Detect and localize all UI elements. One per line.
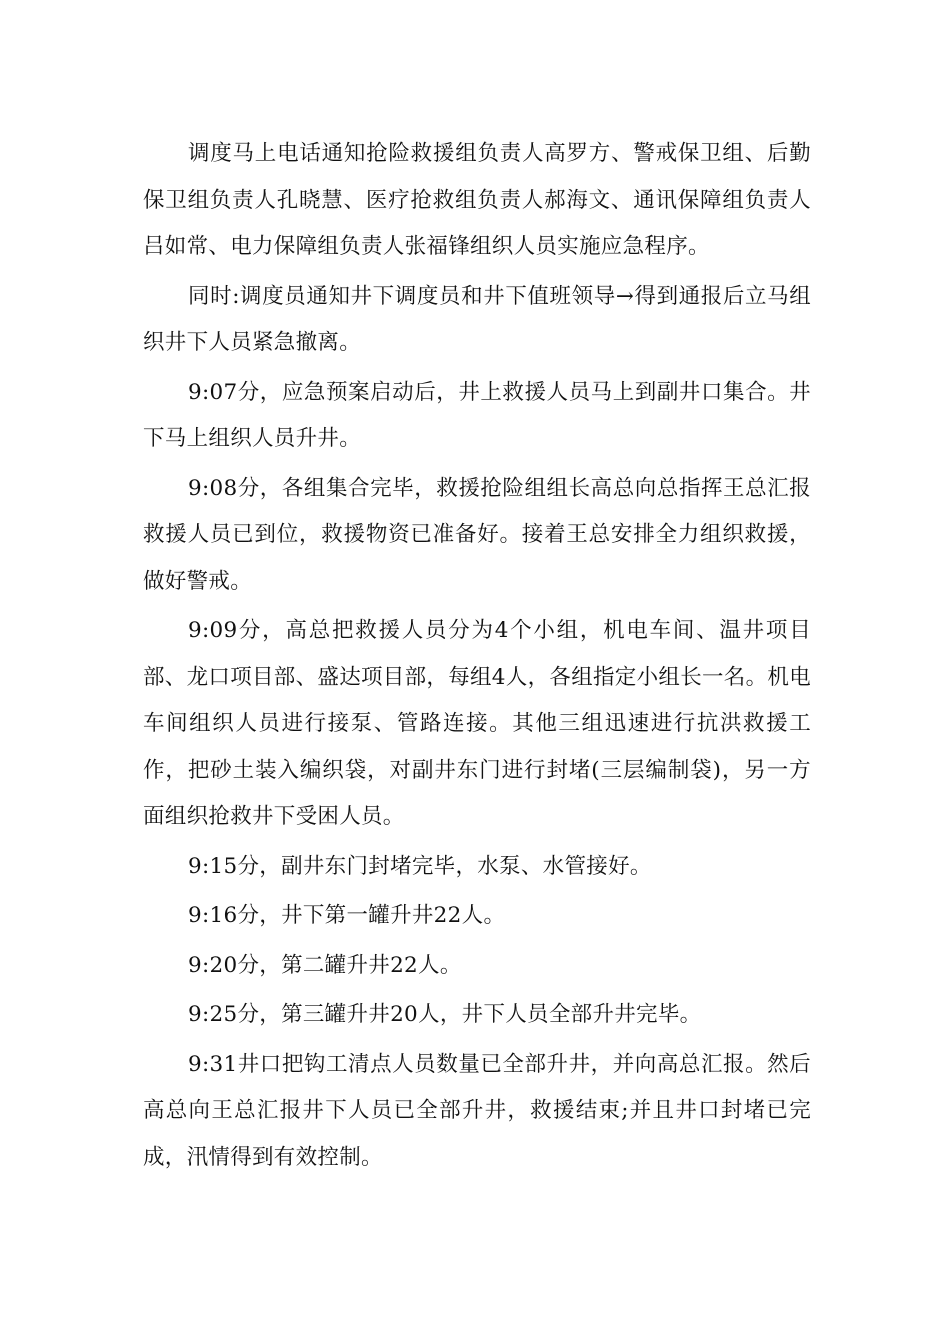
paragraph-notify-teams: 调度马上电话通知抢险救援组负责人高罗方、警戒保卫组、后勤保卫组负责人孔晓慧、医疗抢救组负责人郝海文、通讯保障组负责人吕如常、电力保障组负责人张福锋组织人员实施应急程序。 [143,141,811,259]
paragraph-0925: 9:25分，第三罐升井20人，井下人员全部升井完毕。 [188,1002,702,1027]
paragraph-0931: 9:31井口把钩工清点人员数量已全部升井，并向高总汇报。然后高总向王总汇报井下人员已全部升井，救援结束;并且井口封堵已完成，汛情得到有效控制。 [143,1051,811,1170]
paragraph-0915: 9:15分，副井东门封堵完毕，水泵、水管接好。 [188,853,652,879]
paragraph-0908: 9:08分，各组集合完毕，救援抢险组组长高总向总指挥王总汇报救援人员已到位，救援物资已准备好。接着王总安排全力组织救援，做好警戒。 [143,475,811,594]
paragraph-0909: 9:09分，高总把救援人员分为4个小组，机电车间、温井项目部、龙口项目部、盛达项目部，每组4人，各组指定小组长一名。机电车间组织人员进行接泵、管路连接。其他三组迅速进行抗洪救援工作，把砂土装入编织袋，对副井东门进行封堵(三层编制袋)，另一方面组织抢救井下受困人员。 [143,618,811,829]
paragraph-0920: 9:20分，第二罐升井22人。 [188,952,462,978]
paragraph-0907: 9:07分，应急预案启动后，井上救援人员马上到副井口集合。井下马上组织人员升井。 [143,379,811,451]
paragraph-evacuation: 同时:调度员通知井下调度员和井下值班领导→得到通报后立马组织井下人员紧急撤离。 [143,283,811,355]
paragraph-0916: 9:16分，井下第一罐升井22人。 [188,903,506,928]
document-body [143,131,811,1184]
